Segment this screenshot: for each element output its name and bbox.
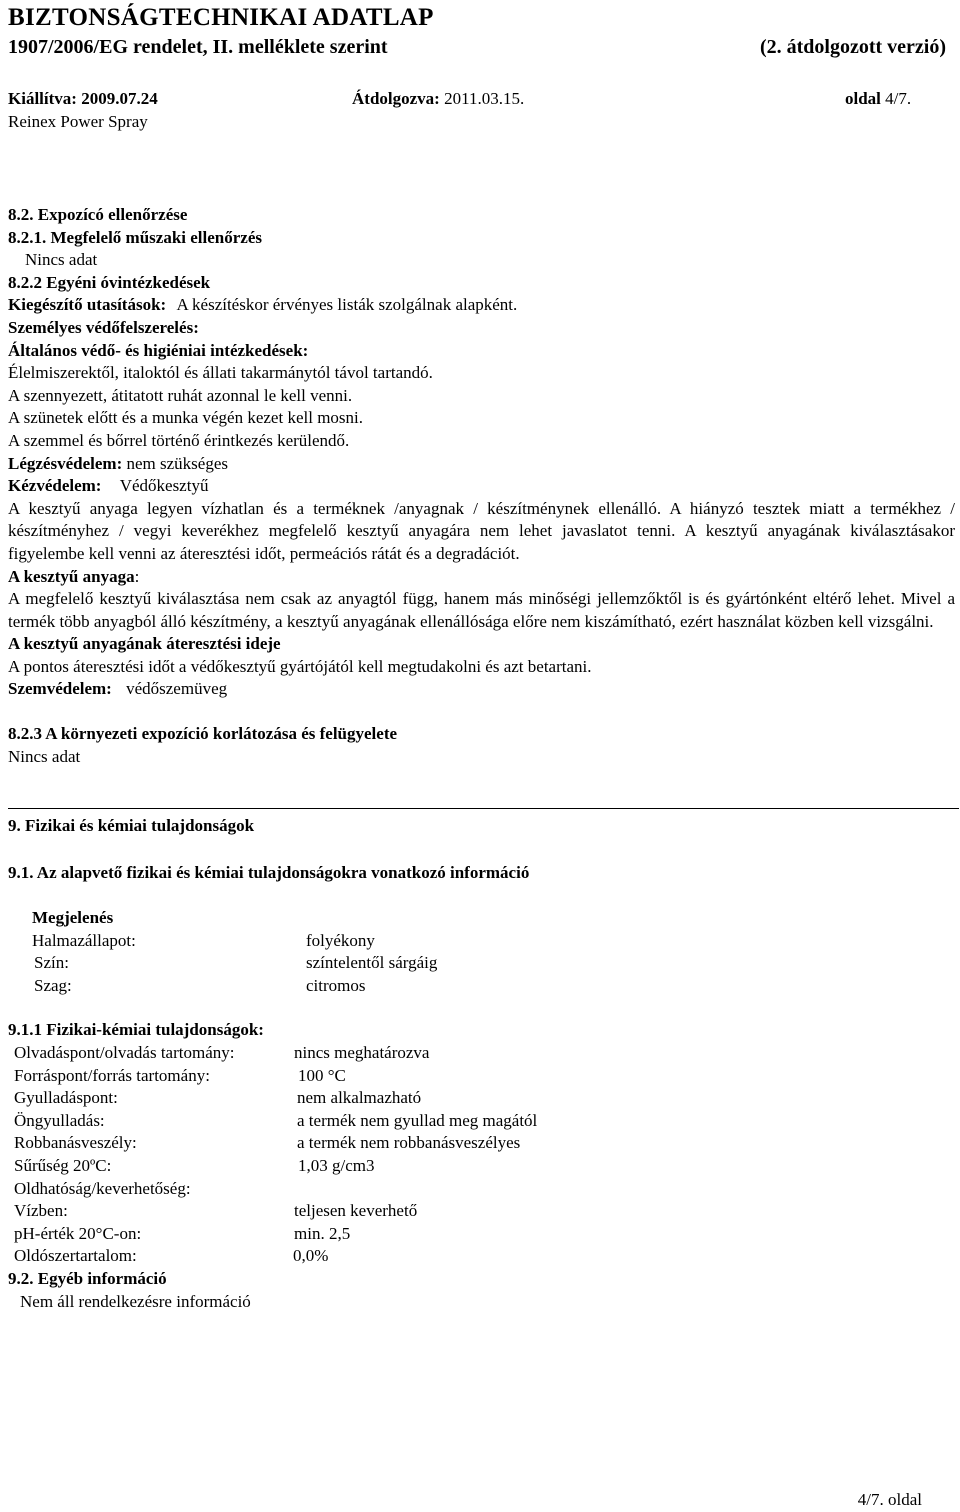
eye-value: védőszemüveg bbox=[126, 679, 228, 699]
text-8-2-1: Nincs adat bbox=[25, 250, 98, 270]
property-value: nem alkalmazható bbox=[297, 1088, 422, 1108]
section-8-content bbox=[8, 204, 955, 768]
property-label: Oldószertartalom: bbox=[14, 1246, 137, 1266]
hand-protection bbox=[8, 475, 955, 498]
page-value: 4/7. bbox=[885, 89, 912, 108]
respiratory-label: Légzésvédelem: bbox=[8, 453, 123, 473]
glove-material-heading: A kesztyű anyaga: bbox=[8, 566, 140, 586]
supplementary-label: Kiegészítő utasítások: bbox=[8, 295, 167, 315]
page-indicator bbox=[845, 88, 911, 111]
heading-9-1-1: 9.1.1 Fizikai-kémiai tulajdonságok: bbox=[8, 1020, 264, 1039]
hand-label: Kézvédelem: bbox=[8, 476, 102, 496]
property-row bbox=[14, 1155, 375, 1178]
appearance-block bbox=[32, 907, 438, 997]
hand-value: Védőkesztyű bbox=[119, 476, 209, 496]
page-label: oldal bbox=[845, 89, 881, 108]
heading-8-2-1: 8.2.1. Megfelelő műszaki ellenőrzés bbox=[8, 227, 262, 247]
appearance-heading: Megjelenés bbox=[32, 908, 114, 927]
property-row bbox=[14, 1200, 418, 1223]
property-label: pH-érték 20°C-on: bbox=[14, 1223, 142, 1243]
appearance-label: Szag: bbox=[34, 975, 72, 995]
general-measure-line: A szemmel és bőrrel történő érintkezés kerülendő. bbox=[8, 430, 350, 450]
glove-paragraph: A kesztyű anyaga legyen vízhatlan és a terméknek /anyagnak / készítménynek ellenálló. A hiányzó tesztek miatt a termékhez / készítményhez / vegyi keverékhez megfelelő kesztyű anyagára nem lehet javaslatot tenni. A kesztyű anyagának kiválasztásakor figyelembe kell venni az áteresztési időt, permeációs rátát és a degradációt. bbox=[8, 498, 955, 563]
property-value: min. 2,5 bbox=[294, 1223, 351, 1243]
respiratory-protection bbox=[8, 453, 955, 476]
breakthrough-label: A kesztyű anyagának áteresztési ideje bbox=[8, 634, 281, 654]
appearance-label: Szín: bbox=[34, 953, 69, 973]
eye-label: Szemvédelem: bbox=[8, 679, 112, 699]
general-measure-line: Élelmiszerektől, italoktól és állati takarmánytól távol tartandó. bbox=[8, 363, 433, 383]
product-name: Reinex Power Spray bbox=[8, 112, 148, 131]
heading-9-2: 9.2. Egyéb információ bbox=[8, 1269, 167, 1288]
general-measure-line: A szünetek előtt és a munka végén kezet kell mosni. bbox=[8, 408, 364, 428]
property-row bbox=[14, 1245, 329, 1268]
glove-material-label: A kesztyű anyaga bbox=[8, 566, 135, 586]
property-value: 0,0% bbox=[293, 1246, 329, 1266]
heading-9: 9. Fizikai és kémiai tulajdonságok bbox=[8, 816, 255, 835]
appearance-value: citromos bbox=[306, 975, 366, 995]
property-value: 100 °C bbox=[298, 1065, 346, 1085]
document-title: BIZTONSÁGTECHNIKAI ADATLAP bbox=[8, 4, 434, 31]
property-label: Forráspont/forrás tartomány: bbox=[14, 1065, 210, 1085]
revised-value: 2011.03.15. bbox=[444, 89, 525, 108]
issued-label: Kiállítva: bbox=[8, 89, 77, 108]
property-label: Sűrűség 20ºC: bbox=[14, 1155, 112, 1175]
property-label: Robbanásveszély: bbox=[14, 1133, 137, 1153]
property-label: Vízben: bbox=[14, 1201, 68, 1221]
issued-value: 2009.07.24 bbox=[81, 89, 158, 108]
heading-8-2-2: 8.2.2 Egyéni óvintézkedések bbox=[8, 272, 211, 292]
appearance-value: folyékony bbox=[306, 930, 375, 950]
appearance-value: színtelentől sárgáig bbox=[306, 953, 438, 973]
text-8-2-3: Nincs adat bbox=[8, 746, 81, 766]
property-value: 1,03 g/cm3 bbox=[298, 1155, 375, 1175]
issued-date bbox=[8, 88, 158, 111]
property-label: Öngyulladás: bbox=[14, 1110, 105, 1130]
eye-protection bbox=[8, 678, 955, 701]
property-row bbox=[14, 1223, 351, 1246]
general-measure-line: A szennyezett, átitatott ruhát azonnal le kell venni. bbox=[8, 385, 353, 405]
appearance-row bbox=[32, 952, 438, 975]
property-row bbox=[14, 1178, 234, 1201]
property-value: a termék nem gyullad meg magától bbox=[297, 1110, 538, 1130]
general-measures-label: Általános védő- és higiéniai intézkedések: bbox=[8, 340, 309, 360]
property-label: Oldhatóság/keverhetőség: bbox=[14, 1178, 191, 1198]
property-label: Gyulladáspont: bbox=[14, 1088, 118, 1108]
property-row bbox=[14, 1110, 538, 1133]
revised-label: Átdolgozva: bbox=[352, 89, 440, 108]
property-row bbox=[14, 1042, 430, 1065]
property-value: a termék nem robbanásveszélyes bbox=[297, 1133, 521, 1153]
breakthrough-text: A pontos áteresztési időt a védőkesztyű gyártójától kell megtudakolni és azt betartani. bbox=[8, 656, 592, 676]
supplementary-text: A készítéskor érvényes listák szolgálnak alapként. bbox=[176, 295, 518, 315]
respiratory-value: nem szükséges bbox=[126, 453, 228, 473]
heading-8-2-3: 8.2.3 A környezeti expozíció korlátozása és felügyelete bbox=[8, 724, 398, 744]
properties-table bbox=[14, 1042, 538, 1268]
section-divider bbox=[8, 808, 959, 809]
property-row bbox=[14, 1132, 521, 1155]
appearance-label: Halmazállapot: bbox=[32, 930, 136, 950]
regulation-line: 1907/2006/EG rendelet, II. melléklete szerint bbox=[8, 36, 388, 58]
property-label: Olvadáspont/olvadás tartomány: bbox=[14, 1043, 235, 1062]
heading-9-1: 9.1. Az alapvető fizikai és kémiai tulajdonságokra vonatkozó információ bbox=[8, 863, 530, 882]
glove-material-text: A megfelelő kesztyű kiválasztása nem csak az anyagtól függ, hanem más minőségi jellemzőktől is és gyártónként eltérő lehet. Mivel a termék több anyagból álló készítmény, a kesztyű anyagának ellenállósága előre nem kiszámítható, ezért használat közben kell vizsgálni. bbox=[8, 589, 955, 631]
appearance-row bbox=[32, 975, 366, 998]
property-row bbox=[14, 1087, 422, 1110]
page-footer: 4/7. oldal bbox=[857, 1490, 922, 1510]
version-label: (2. átdolgozott verzió) bbox=[759, 36, 946, 58]
ppe-label: Személyes védőfelszerelés: bbox=[8, 317, 199, 337]
property-row bbox=[14, 1065, 346, 1088]
property-value: nincs meghatározva bbox=[294, 1043, 430, 1062]
appearance-row bbox=[32, 930, 375, 953]
heading-8-2: 8.2. Expozícó ellenőrzése bbox=[8, 205, 188, 224]
revised-date bbox=[352, 88, 524, 111]
supplementary-instructions bbox=[8, 294, 955, 317]
property-value: teljesen keverhető bbox=[294, 1201, 418, 1221]
other-info-text: Nem áll rendelkezésre információ bbox=[20, 1292, 251, 1311]
